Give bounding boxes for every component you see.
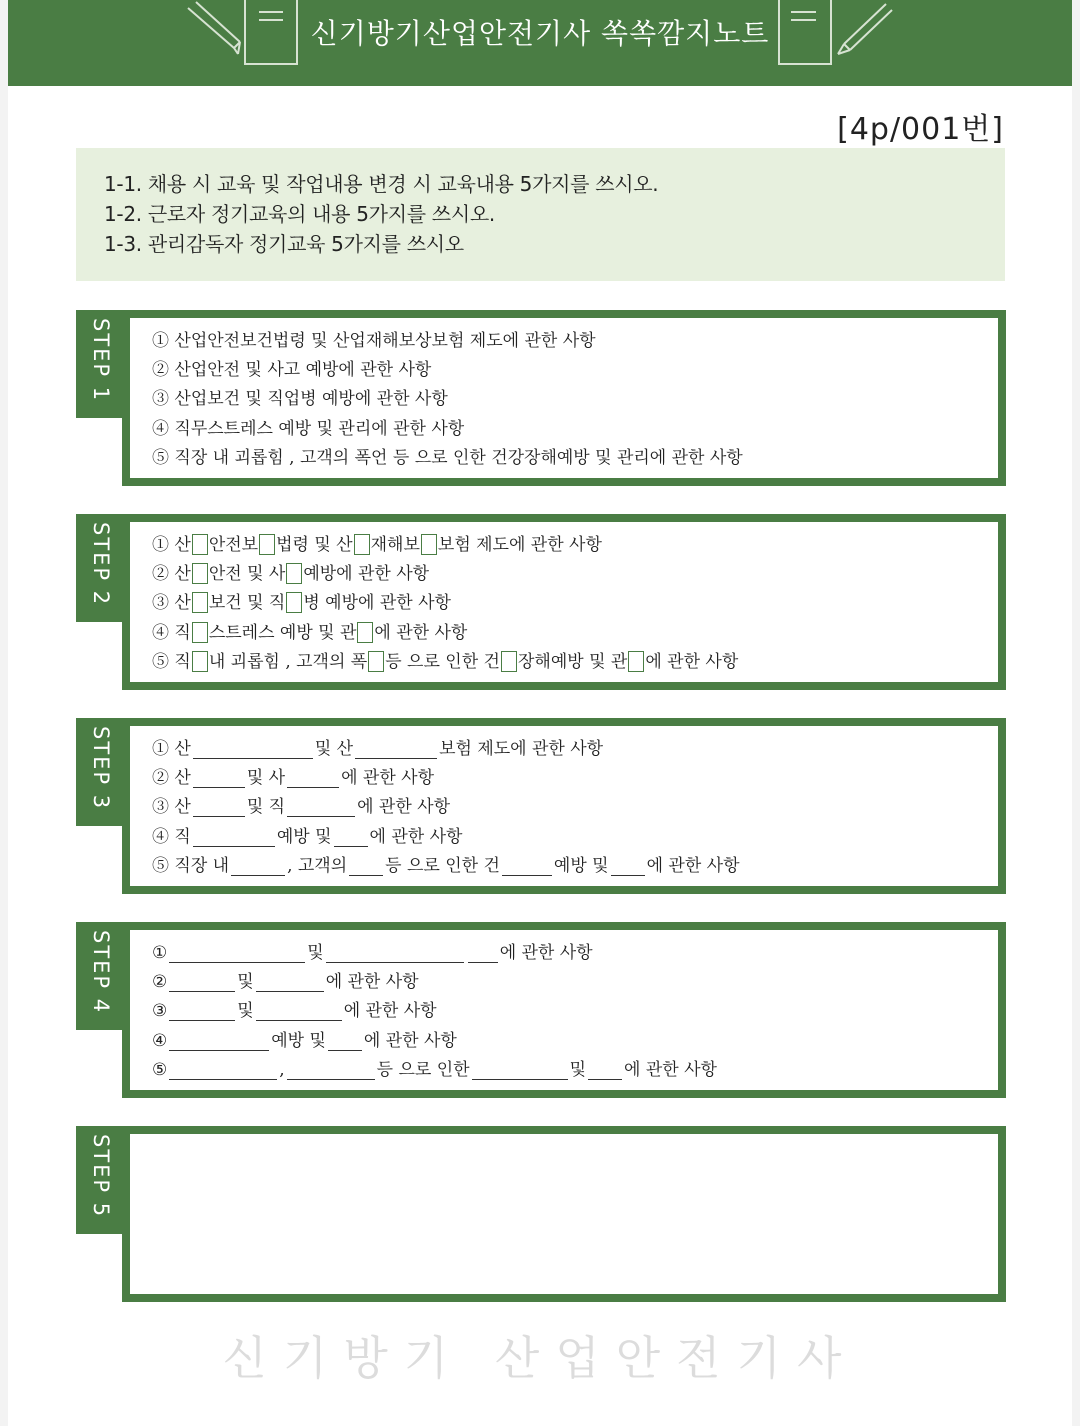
step-2-line-4: ④ 직 스트레스 예방 및 관 에 관한 사항 (152, 622, 468, 643)
blank-box[interactable] (192, 563, 208, 584)
header-bar (8, 0, 1072, 86)
blank-box[interactable] (368, 651, 384, 672)
blank-box[interactable] (421, 534, 437, 555)
step-2-line-2: ② 산 안전 및 사 예방에 관한 사항 (152, 564, 430, 585)
step-4-line-4: ④ 예방 및 에 관한 사항 (152, 1030, 457, 1051)
blank-line[interactable] (349, 856, 383, 876)
blank-line[interactable] (169, 1001, 235, 1021)
blank-line[interactable] (169, 1031, 269, 1051)
step-3-line-5: ⑤ 직장 내 , 고객의 등 으로 인한 건 예방 및 에 관한 사항 (152, 855, 740, 876)
step-3-tab (76, 718, 126, 826)
step-4-line-3: ③ 및 에 관한 사항 (152, 1001, 437, 1022)
step-3-line-1: ① 산 및 산 보험 제도에 관한 사항 (152, 739, 604, 759)
step-1-line-4: ④ 직무스트레스 예방 및 관리에 관한 사항 (152, 418, 465, 439)
blank-line[interactable] (588, 1060, 622, 1080)
step-1-line-2: ② 산업안전 및 사고 예방에 관한 사항 (152, 360, 432, 381)
question-2: 1-2. 근로자 정기교육의 내용 5가지를 쓰시오. (104, 202, 495, 226)
step-1-label: STEP 1 (89, 318, 113, 403)
step-2-tab (76, 514, 126, 622)
blank-line[interactable] (193, 797, 245, 817)
step-3-line-4: ④ 직 예방 및 에 관한 사항 (152, 826, 463, 847)
blank-line[interactable] (326, 943, 464, 963)
step-3-label: STEP 3 (89, 726, 113, 811)
blank-line[interactable] (169, 943, 305, 963)
step-2-line-5: ⑤ 직 내 괴롭힘 , 고객의 폭 등 으로 인한 건 장해예방 및 관 에 관한 사항 (152, 651, 739, 672)
blank-line[interactable] (287, 1060, 375, 1080)
blank-box[interactable] (501, 651, 517, 672)
blank-line[interactable] (193, 739, 313, 759)
step-5-answer-area[interactable] (122, 1126, 1006, 1302)
step-4-label: STEP 4 (89, 930, 113, 1015)
blank-line[interactable] (355, 739, 437, 759)
blank-line[interactable] (169, 1060, 277, 1080)
watermark: 신기방기 산업안전기사 (222, 1331, 858, 1385)
blank-line[interactable] (287, 768, 339, 788)
step-2-line-3: ③ 산 보건 및 직 병 예방에 관한 사항 (152, 593, 451, 614)
blank-line[interactable] (256, 972, 324, 992)
step-4-tab (76, 922, 126, 1030)
blank-box[interactable] (192, 622, 208, 643)
blank-line[interactable] (472, 1060, 568, 1080)
question-box (76, 148, 1005, 281)
step-2-label: STEP 2 (89, 522, 113, 607)
step-5-tab (76, 1126, 126, 1234)
blank-line[interactable] (328, 1031, 362, 1051)
step-4-box (122, 922, 1006, 1098)
blank-line[interactable] (169, 972, 235, 992)
blank-line[interactable] (334, 827, 368, 847)
blank-box[interactable] (192, 592, 208, 613)
blank-line[interactable] (231, 856, 285, 876)
question-1: 1-1. 채용 시 교육 및 작업내용 변경 시 교육내용 5가지를 쓰시오. (104, 172, 659, 196)
blank-box[interactable] (628, 651, 644, 672)
page-reference: [4p/001번] (837, 112, 1004, 147)
step-5-label: STEP 5 (89, 1134, 113, 1219)
blank-line[interactable] (193, 827, 275, 847)
blank-line[interactable] (193, 768, 245, 788)
pencil-icon (830, 0, 910, 70)
blank-box[interactable] (286, 592, 302, 613)
blank-box[interactable] (192, 534, 208, 555)
blank-line[interactable] (502, 856, 552, 876)
question-3: 1-3. 관리감독자 정기교육 5가지를 쓰시오 (104, 232, 464, 256)
step-1-tab (76, 310, 126, 418)
step-1-line-1: ① 산업안전보건법령 및 산업재해보상보험 제도에 관한 사항 (152, 331, 596, 351)
step-4-line-1: ① 및 에 관한 사항 (152, 943, 593, 963)
step-3-line-3: ③ 산 및 직 에 관한 사항 (152, 797, 450, 818)
step-2-line-1: ① 산 안전보 법령 및 산 재해보 보험 제도에 관한 사항 (152, 535, 602, 555)
header-title: 신기방기산업안전기사 쏙쏙깜지노트 (310, 17, 770, 50)
step-1-box (122, 310, 1006, 486)
blank-box[interactable] (286, 563, 302, 584)
step-4-line-5: ⑤ , 등 으로 인한 및 에 관한 사항 (152, 1059, 717, 1080)
blank-box[interactable] (354, 534, 370, 555)
step-4-line-2: ② 및 에 관한 사항 (152, 972, 419, 993)
blank-line[interactable] (256, 1001, 342, 1021)
step-2-box (122, 514, 1006, 690)
step-1-line-5: ⑤ 직장 내 괴롭힘 , 고객의 폭언 등 으로 인한 건강장해예방 및 관리에 관한 사항 (152, 447, 743, 468)
step-3-box (122, 718, 1006, 894)
blank-line[interactable] (468, 943, 498, 963)
blank-box[interactable] (357, 622, 373, 643)
blank-box[interactable] (192, 651, 208, 672)
blank-line[interactable] (287, 797, 355, 817)
step-1-line-3: ③ 산업보건 및 직업병 예방에 관한 사항 (152, 389, 448, 410)
step-3-line-2: ② 산 및 사 에 관한 사항 (152, 768, 434, 789)
blank-box[interactable] (259, 534, 275, 555)
blank-line[interactable] (611, 856, 645, 876)
